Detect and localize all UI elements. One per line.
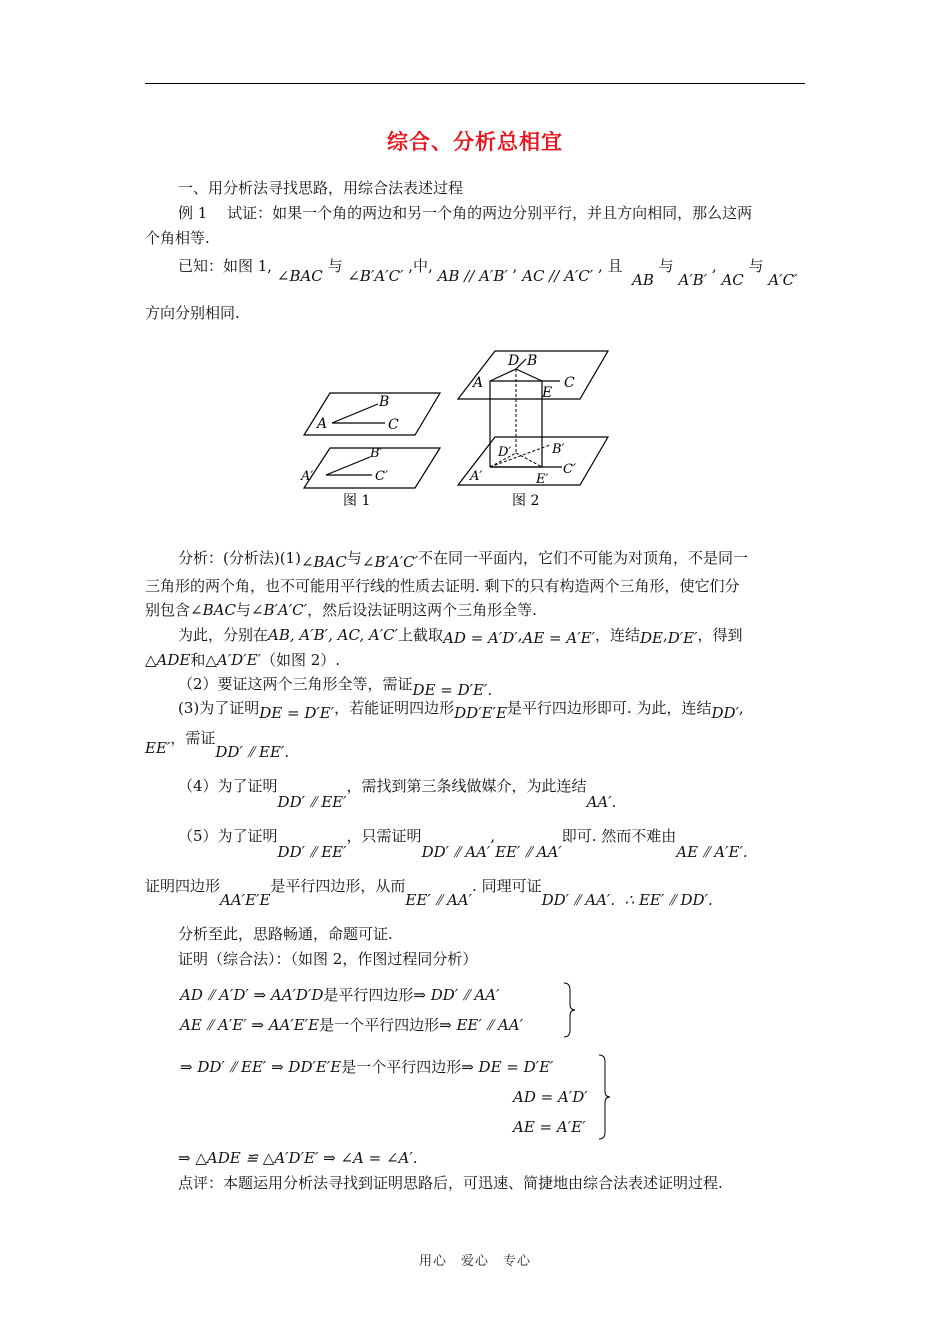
given-line-a: 已知：如图 1, ∠BAC 与 ∠B′A′C′ ,中, AB // A′B′ , AC // A′C′ , 且 <box>178 257 623 285</box>
analysis-line-1: 分析：(分析法)(1)∠BAC与∠B′A′C′不在同一平面内，它们不可能为对顶角，不是同一 <box>178 549 749 571</box>
page-title: 综合、分析总相宜 <box>387 129 563 154</box>
fig2-edge-de <box>516 369 542 381</box>
fig2-label-a1: A′ <box>470 469 483 484</box>
analysis-line-5: △ADE和△A′D′E′（如图 2）. <box>145 651 341 669</box>
fig1-ray-a1b1 <box>326 457 370 475</box>
fig2-label-d: D <box>508 353 520 369</box>
fig2-edge-ad <box>490 369 516 381</box>
fig1-ray-ab <box>332 404 378 423</box>
fig2-label-b: B <box>527 353 538 369</box>
proof-row-5: AE = A′E′ <box>513 1118 586 1136</box>
analysis-line-10: （5）为了证明DD′ ⫽ EE′，只需证明DD′ ⫽ AA′,EE′ ⫽ AA′即可. 然而不难由AE ⫽ A′E′. <box>178 827 748 861</box>
header-rule <box>145 83 805 84</box>
fig2-label-e: E <box>542 385 553 401</box>
fig2-label-b1: B′ <box>552 442 565 457</box>
comment-line: 点评：本题运用分析法寻找到证明思路后，可迅速、简捷地由综合法表述证明过程. <box>178 1174 723 1192</box>
fig1-label-a: A <box>317 416 328 432</box>
analysis-line-6: （2）要证这两个三角形全等，需证DE = D′E′. <box>178 675 493 699</box>
fig2-edge-d1e1 <box>516 453 542 467</box>
fig2-caption: 图 2 <box>512 493 540 509</box>
fig1-label-b: B <box>379 394 390 410</box>
fig1-label-c1: C′ <box>375 469 388 484</box>
figure-1 <box>290 385 450 515</box>
fig1-label-c: C <box>388 417 399 433</box>
given-line-b: AB 与 A′B′ , AC 与 A′C′ <box>632 257 798 289</box>
section-heading: 一、用分析法寻找思路，用综合法表述过程 <box>178 179 464 197</box>
proof-row-2: AE ⫽ A′E′ ⇒ AA′E′E是一个平行四边形⇒ EE′ ⫽ AA′ <box>180 1016 524 1034</box>
given-line-c: 方向分别相同. <box>145 304 240 322</box>
analysis-line-8: EE′，需证DD′ ⫽ EE′. <box>145 729 290 761</box>
figure-2 <box>450 345 620 515</box>
fig2-label-d1: D′ <box>498 445 512 460</box>
fig2-label-c: C <box>564 375 575 391</box>
page-footer: 用心 爱心 专心 <box>418 1254 531 1269</box>
example-line-2: 个角相等. <box>145 229 210 247</box>
analysis-line-3: 别包含∠BAC与∠B′A′C′，然后设法证明这两个三角形全等. <box>145 601 537 619</box>
fig2-label-c1: C′ <box>563 462 576 477</box>
proof-row-3: ⇒ DD′ ⫽ EE′ ⇒ DD′E′E是一个平行四边形⇒ DE = D′E′ <box>180 1058 554 1076</box>
analysis-line-4: 为此，分别在AB, A′B′, AC, A′C′上截取AD = A′D′,AE = A′E′，连结DE,D′E′，得到 <box>178 626 743 647</box>
proof-heading: 证明（综合法）：（如图 2，作图过程同分析） <box>178 950 478 968</box>
brace-1 <box>562 982 576 1038</box>
analysis-line-2: 三角形的两个角，也不可能用平行线的性质去证明. 剩下的只有构造两个三角形，使它们分 <box>145 577 740 595</box>
analysis-line-12: 分析至此，思路畅通，命题可证. <box>178 925 393 943</box>
example-line-1: 例 1 试证：如果一个角的两边和另一个角的两边分别平行，并且方向相同，那么这两 <box>178 204 753 222</box>
fig1-label-b1: B′ <box>370 446 383 461</box>
fig1-caption: 图 1 <box>343 493 371 509</box>
proof-row-4: AD = A′D′ <box>513 1088 588 1106</box>
analysis-line-9: （4）为了证明DD′ ⫽ EE′，需找到第三条线做媒介，为此连结AA′. <box>178 777 617 811</box>
fig2-label-e1: E′ <box>536 472 549 487</box>
proof-row-6: ⇒ △ADE ≌ △A′D′E′ ⇒ ∠A = ∠A′. <box>178 1149 418 1167</box>
fig2-label-a: A <box>473 375 484 391</box>
analysis-line-11: 证明四边形AA′E′E是平行四边形，从而EE′ ⫽ AA′. 同理可证DD′ ⫽ AA′. ∴ EE′ ⫽ DD′. <box>145 877 713 909</box>
brace-2 <box>597 1054 611 1140</box>
fig1-label-a1: A′ <box>301 469 314 484</box>
proof-row-1: AD ⫽ A′D′ ⇒ AA′D′D是平行四边形⇒ DD′ ⫽ AA′ <box>180 986 500 1004</box>
analysis-line-7: (3)为了证明DE = D′E′，若能证明四边形DD′E′E是平行四边形即可. 为此，连结DD′, <box>178 699 744 722</box>
